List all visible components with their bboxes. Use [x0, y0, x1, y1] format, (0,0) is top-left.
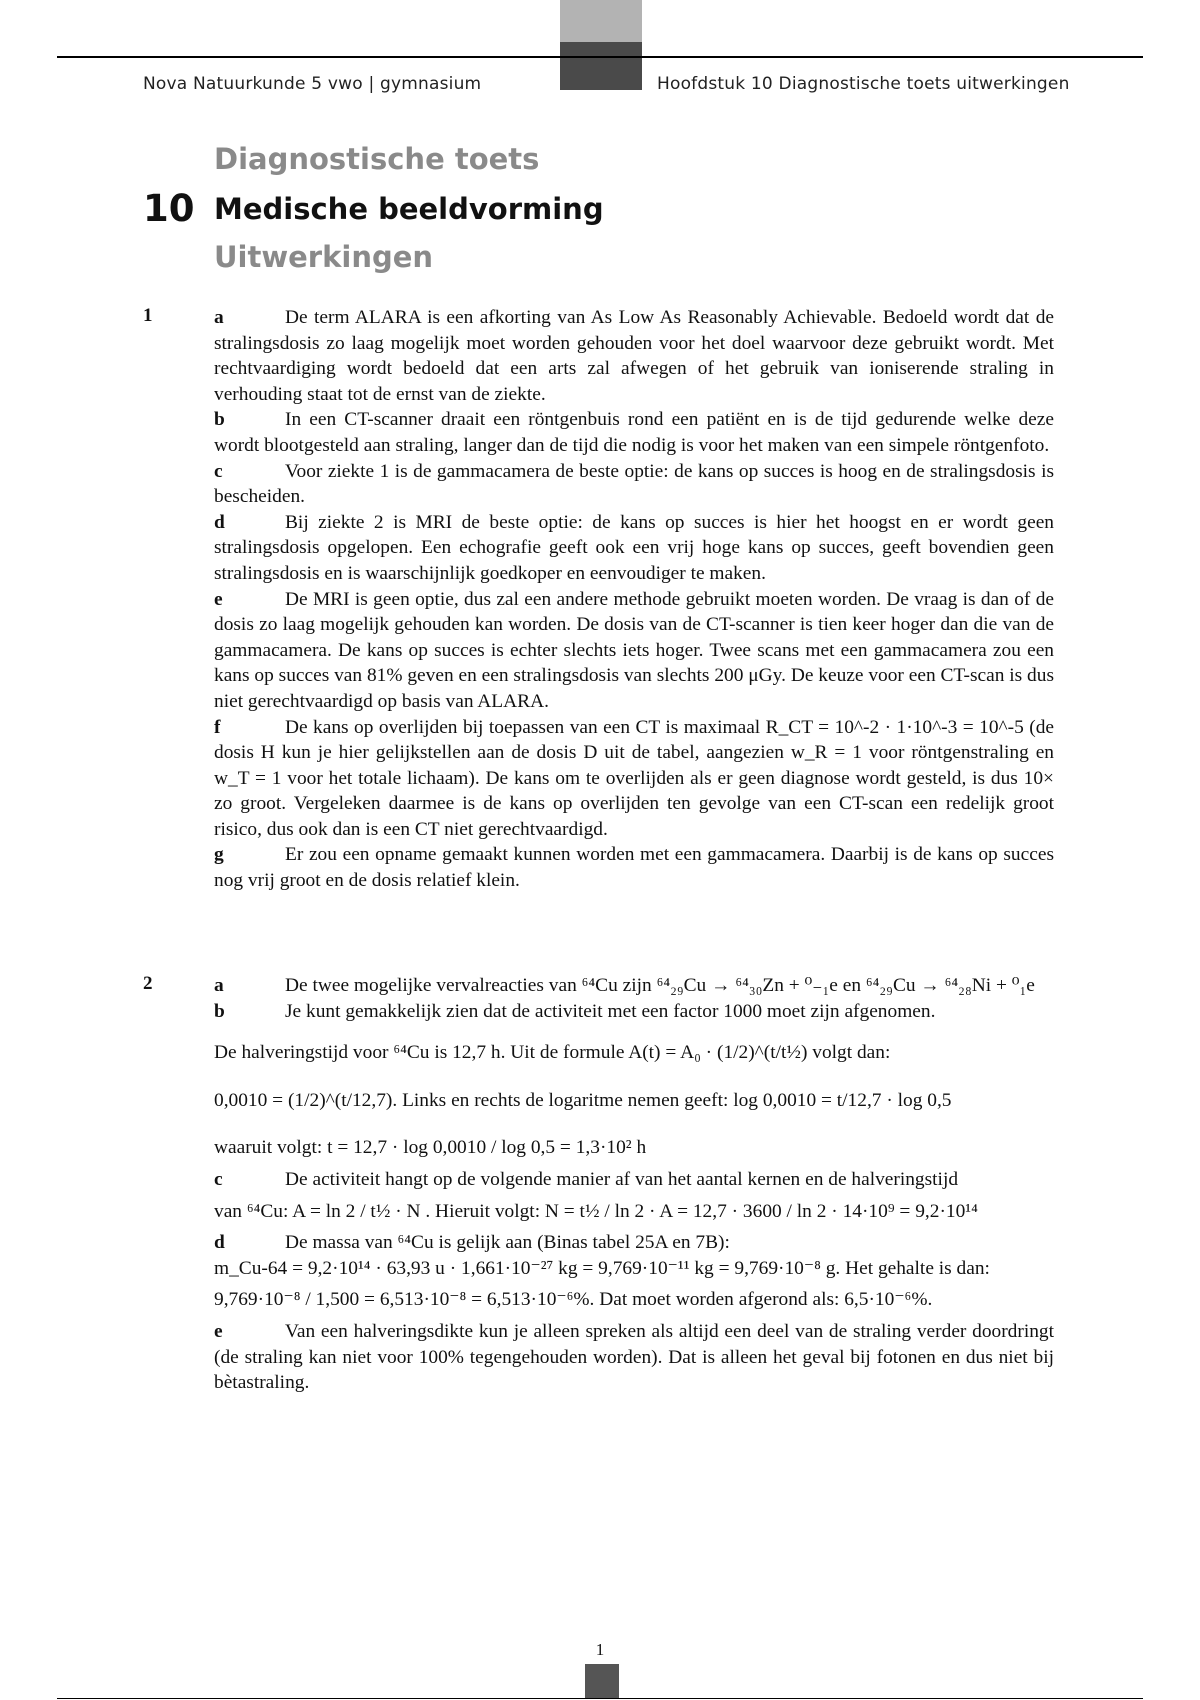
answer-label: b	[214, 1000, 225, 1022]
answer-1c	[214, 459, 1054, 510]
equation-2c: van ⁶⁴Cu: A = ln 2 / t½ · N . Hieruit volgt: N = t½ / ln 2 · A = 12,7 · 3600 / ln 2 · 14·10⁹ = 9,2·10¹⁴	[214, 1200, 978, 1222]
answer-2b	[214, 999, 1054, 1025]
answer-label: c	[214, 1168, 223, 1190]
question-2-answers	[214, 973, 1054, 1396]
header-tab-light	[560, 0, 642, 42]
answer-label: b	[214, 409, 225, 431]
answer-text: Er zou een opname gemaakt kunnen worden met een gammacamera. Daarbij is de kans op succes nog vrij groot en de dosis relatief klein.	[214, 844, 1054, 892]
answer-text: De term ALARA is een afkorting van As Low As Reasonably Achievable. Bedoeld wordt dat de stralingsdosis zo laag mogelijk moet worden gehouden voor het doel waarvoor deze gebruikt wordt. Met rechtvaardiging wordt bedoeld dat een arts zal afwegen of het gebruik van ioniserende straling in verhouding staat tot de ernst van de ziekte.	[214, 307, 1054, 405]
answer-1g	[214, 842, 1054, 893]
answer-label: e	[214, 588, 223, 610]
answer-1a	[214, 305, 1054, 407]
answer-text: Voor ziekte 1 is de gammacamera de beste optie: de kans op succes is hoog en de stralingsdosis is bescheiden.	[214, 460, 1054, 508]
answer-1e	[214, 587, 1054, 715]
answer-label: c	[214, 460, 223, 482]
answer-2c	[214, 1167, 1054, 1193]
header-tab-dark	[560, 42, 642, 90]
answer-label: e	[214, 1320, 223, 1342]
equation-2b-result: waaruit volgt: t = 12,7 · log 0,0010 / log 0,5 = 1,3·10² h	[214, 1137, 647, 1159]
answer-text: De activiteit hangt op de volgende manier af van het aantal kernen en de halveringstijd	[285, 1168, 959, 1190]
answer-1d	[214, 510, 1054, 587]
answer-label: d	[214, 511, 225, 533]
answer-text: De twee mogelijke vervalreacties van ⁶⁴Cu zijn ⁶⁴₂₉Cu → ⁶⁴₃₀Zn + ⁰₋₁e en ⁶⁴₂₉Cu → ⁶⁴₂₈Ni + ⁰₁e	[285, 975, 1035, 996]
question-2-number: 2	[143, 973, 153, 994]
equation-2b-formula: De halveringstijd voor ⁶⁴Cu is 12,7 h. Uit de formule A(t) = A₀ · (1/2)^(t/t½) volgt dan:	[214, 1042, 891, 1064]
page-title: Medische beeldvorming	[214, 192, 604, 226]
answer-1b	[214, 407, 1054, 458]
header-book-title: Nova Natuurkunde 5 vwo | gymnasium	[143, 74, 482, 94]
question-1-number: 1	[143, 305, 153, 326]
equation-2d-mass: m_Cu-64 = 9,2·10¹⁴ · 63,93 u · 1,661·10⁻²⁷ kg = 9,769·10⁻¹¹ kg = 9,769·10⁻⁸ g. Het gehalte is dan:	[214, 1257, 990, 1279]
answer-label: g	[214, 844, 224, 866]
footer-rule	[57, 1698, 1143, 1699]
answer-label: a	[214, 307, 224, 328]
equation-2b-log: 0,0010 = (1/2)^(t/12,7). Links en rechts de logaritme nemen geeft: log 0,0010 = t/12,7 · log 0,5	[214, 1089, 952, 1111]
page-number: 1	[595, 1640, 605, 1659]
question-1-answers	[214, 305, 1054, 894]
subtitle-solutions: Uitwerkingen	[214, 240, 434, 274]
header-rule	[57, 56, 1143, 58]
answer-text: De MRI is geen optie, dus zal een andere methode gebruikt moeten worden. De vraag is dan of de dosis zo laag mogelijk gehouden kan worden. De dosis van de CT-scanner is tien keer hoger dan die van de gammacamera. De kans op succes is echter slechts iets hoger. Twee scans met een gammacamera zou een kans op succes van 81% geven en een stralingsdosis van slechts 200 μGy. De keuze voor een CT-scan is dus niet gerechtvaardigd op basis van ALARA.	[214, 588, 1054, 712]
chapter-number: 10	[143, 187, 195, 230]
header-chapter-title: Hoofdstuk 10 Diagnostische toets uitwerkingen	[657, 74, 1070, 94]
answer-label: f	[214, 716, 221, 738]
answer-text: Je kunt gemakkelijk zien dat de activiteit met een factor 1000 moet zijn afgenomen.	[285, 1000, 936, 1022]
answer-text: Van een halveringsdikte kun je alleen spreken als altijd een deel van de straling verder doordringt (de straling kan niet voor 100% tegengehouden worden). Dat is alleen het geval bij fotonen en dus niet bij bètastraling.	[214, 1320, 1054, 1394]
answer-text: De massa van ⁶⁴Cu is gelijk aan (Binas tabel 25A en 7B):	[285, 1232, 730, 1254]
answer-label: d	[214, 1232, 225, 1254]
footer-block	[585, 1664, 619, 1698]
subtitle-diagnostic-test: Diagnostische toets	[214, 142, 540, 176]
equation-2d-fraction: 9,769·10⁻⁸ / 1,500 = 6,513·10⁻⁸ = 6,513·10⁻⁶%. Dat moet worden afgerond als: 6,5·10⁻⁶%.	[214, 1289, 933, 1311]
answer-2a	[214, 973, 1054, 999]
answer-2d	[214, 1230, 1054, 1256]
answer-text: Bij ziekte 2 is MRI de beste optie: de kans op succes is hier het hoogst en er wordt geen stralingsdosis opgelopen. Een echografie geeft ook een vrij hoge kans op succes, geeft bovendien geen stralingsdosis en is waarschijnlijk goedkoper en eenvoudiger te maken.	[214, 511, 1054, 584]
answer-text: De kans op overlijden bij toepassen van een CT is maximaal R_CT = 10^-2 · 1·10^-3 = 10^-5 (de dosis H kun je hier gelijkstellen aan de dosis D uit de tabel, aangezien w_R = 1 voor röntgenstraling en w_T = 1 voor het totale lichaam). De kans om te overlijden als er geen diagnose wordt gesteld, is dus 10× zo groot. Vergeleken daarmee is de kans op overlijden ten gevolge van een CT-scan een redelijk groot risico, dus ook dan is een CT niet gerechtvaardigd.	[214, 716, 1054, 840]
answer-text: In een CT-scanner draait een röntgenbuis rond een patiënt en is de tijd gedurende welke deze wordt blootgesteld aan straling, langer dan de tijd die nodig is voor het maken van een simpele röntgenfoto.	[214, 409, 1054, 456]
answer-2e	[214, 1319, 1054, 1396]
answer-1f	[214, 715, 1054, 843]
answer-label: a	[214, 975, 224, 996]
